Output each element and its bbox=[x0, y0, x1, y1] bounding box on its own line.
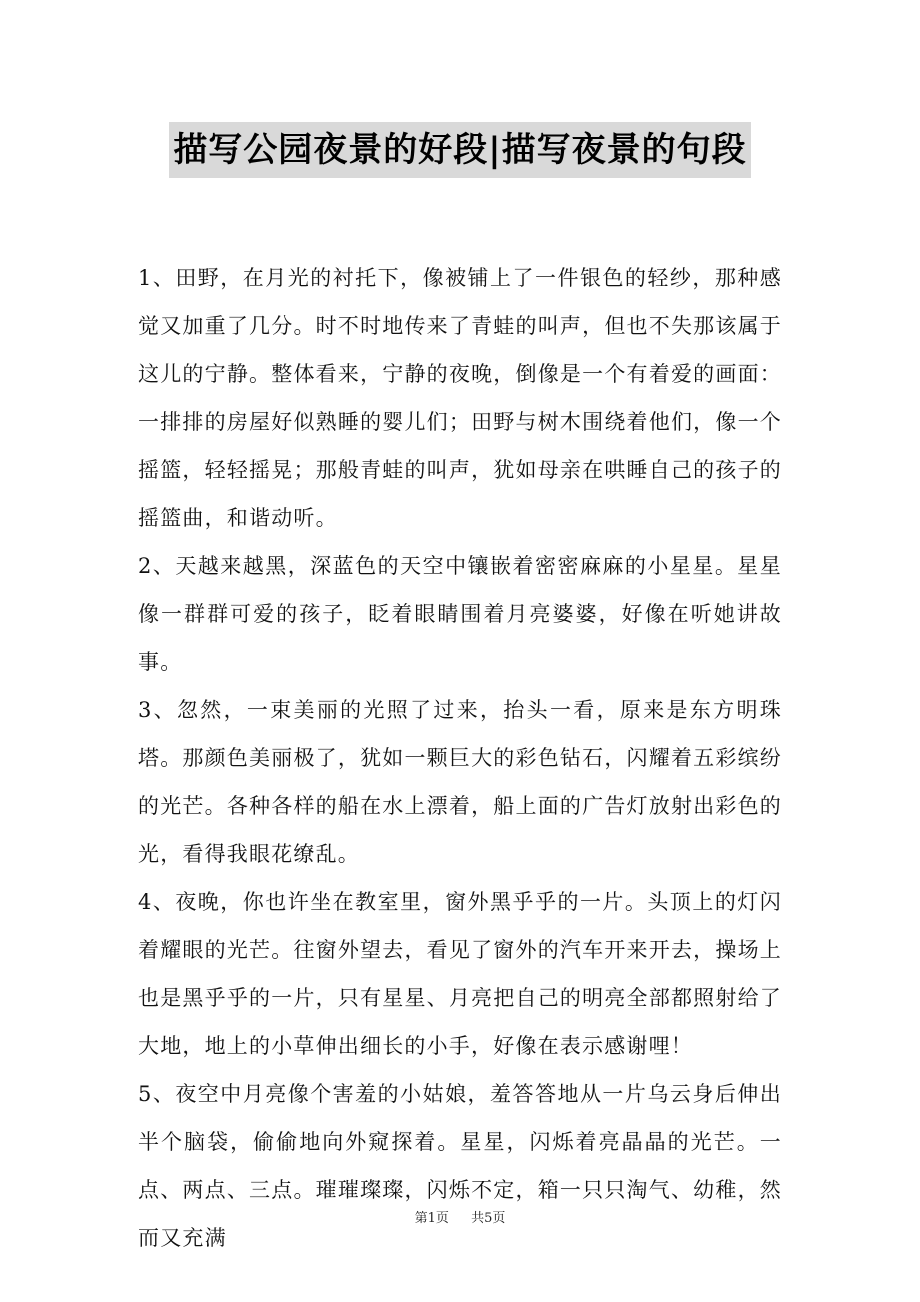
page-number-total: 共5页 bbox=[471, 1211, 506, 1226]
document-title: 描写公园夜景的好段|描写夜景的句段 bbox=[169, 122, 750, 178]
paragraph-4: 4、夜晚，你也许坐在教室里，窗外黑乎乎的一片。头顶上的灯闪着耀眼的光芒。往窗外望去，看见了窗外的汽车开来开去，操场上也是黑乎乎的一片，只有星星、月亮把自己的明亮全部都照射给了大地，地上的小草伸出细长的小手，好像在表示感谢哩！ bbox=[138, 890, 782, 1058]
document-body bbox=[138, 254, 782, 1262]
title-container bbox=[0, 122, 920, 178]
paragraph-5: 5、夜空中月亮像个害羞的小姑娘，羞答答地从一片乌云身后伸出半个脑袋，偷偷地向外窥探着。星星，闪烁着亮晶晶的光芒。一点、两点、三点。璀璀璨璨，闪烁不定，箱一只只淘气、幼稚，然而又充满 bbox=[138, 1082, 782, 1250]
paragraph-3: 3、忽然，一束美丽的光照了过来，抬头一看，原来是东方明珠塔。那颜色美丽极了，犹如一颗巨大的彩色钻石，闪耀着五彩缤纷的光芒。各种各样的船在水上漂着，船上面的广告灯放射出彩色的光，看得我眼花缭乱。 bbox=[138, 698, 782, 866]
page-footer bbox=[0, 1207, 920, 1226]
page-number-current: 第1页 bbox=[414, 1211, 449, 1226]
paragraph-1: 1、田野，在月光的衬托下，像被铺上了一件银色的轻纱，那种感觉又加重了几分。时不时地传来了青蛙的叫声，但也不失那该属于这儿的宁静。整体看来，宁静的夜晚，倒像是一个有着爱的画面：一排排的房屋好似熟睡的婴儿们；田野与树木围绕着他们，像一个摇篮，轻轻摇晃；那般青蛙的叫声，犹如母亲在哄睡自己的孩子的摇篮曲，和谐动听。 bbox=[138, 266, 782, 530]
paragraph-2: 2、天越来越黑，深蓝色的天空中镶嵌着密密麻麻的小星星。星星像一群群可爱的孩子，眨着眼睛围着月亮婆婆，好像在听她讲故事。 bbox=[138, 554, 782, 674]
